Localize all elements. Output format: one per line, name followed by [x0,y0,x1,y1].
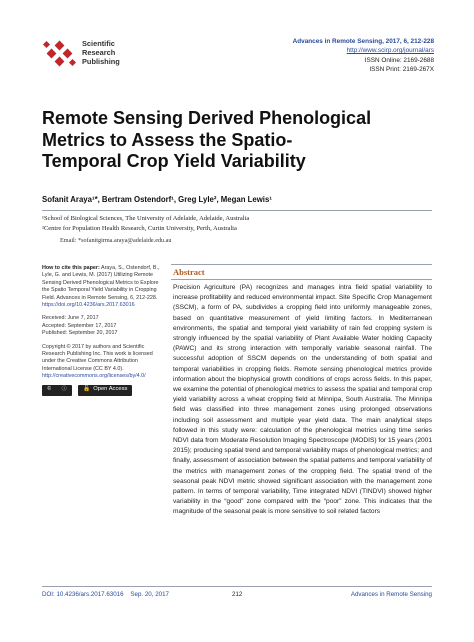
publisher-name [82,39,120,67]
footer-doi [42,591,169,598]
page-number: 212 [232,591,243,598]
cite-label: How to cite this paper: [42,265,100,271]
paper-title: Remote Sensing Derived Phenological Metrics to Assess the Spatio-Temporal Crop Yield Variability [42,108,372,171]
received-date: Received: June 7, 2017 [42,315,99,322]
abstract-heading: Abstract [173,267,205,277]
cite-doi-link[interactable]: https://doi.org/10.4236/ars.2017.63016 [42,302,135,309]
open-access-label: Open Access [93,386,128,393]
footer-date: Sep. 20, 2017 [130,591,169,598]
article-sidebar [42,265,164,402]
affiliation-2: ²Centre for Population Health Research, Curtin University, Perth, Australia [42,225,237,232]
affiliations [42,214,249,234]
copyright-text: Copyright © 2017 by authors and Scientific Research Publishing Inc. This work is licensed under the Creative Commons Attribution International License (CC BY 4.0). [42,343,153,372]
footer-divider [42,586,432,587]
publisher-logo [42,40,80,70]
journal-info [293,37,434,74]
abstract-header [171,264,432,280]
journal-citation: Advances in Remote Sensing, 2017, 6, 212-228 [292,38,434,45]
issn-print: ISSN Print: 2169-267X [369,65,434,73]
publisher-line-2: Research [82,48,116,58]
footer-journal: Advances in Remote Sensing [350,591,432,598]
issn-online: ISSN Online: 2169-2688 [364,56,434,64]
open-access-badge[interactable] [78,385,132,396]
open-lock-icon: 🔓 [83,386,91,393]
accepted-date: Accepted: September 17, 2017 [42,322,117,329]
publisher-line-1: Scientific [82,39,115,48]
divider [42,210,432,211]
author-list: Sofanit Araya¹*, Bertram Ostendorf¹, Greg Lyle², Megan Lewis¹ [42,195,272,204]
license-badges [42,385,164,396]
dates-block [42,315,164,337]
affiliation-1: ¹School of Biological Sciences, The University of Adelaide, Adelaide, Australia [42,215,250,222]
cc-by-icon[interactable]: © ⓘ [42,385,72,396]
journal-url-link[interactable]: http://www.scirp.org/journal/ars [346,47,434,55]
license-link[interactable]: http://creativecommons.org/licenses/by/4.0/ [42,373,146,380]
cite-text: Araya, S., Ostendorf, B., Lyle, G. and Lewis, M. (2017) Utilizing Remote Sensing Derived Phenological Metrics to Explore the Spatio Temporal Yield Variability in Cropping Field. Advances in Remote Sensing, 6, 212-228. [42,265,160,301]
publisher-line-3: Publishing [82,57,120,67]
published-date: Published: September 20, 2017 [42,330,118,337]
author-email: Email: *sofanitgirma.araya@adelaide.edu.au [60,237,172,244]
abstract-text: Precision Agriculture (PA) recognizes and manages intra field spatial variability to increase profitability and reduced environmental impact. Site Specific Crop Management (SSCM), a form of PA, subdivides a cropping field into uniformly manageable zones, based on quantitative measurement of yield limiting factors. In Mediterranean environments, the spatial and temporal yield variability of rain fed cropping system is strongly influenced by the spatial variability of Plant Available Water holding Capacity (PAWC) and its strong interaction with temporally variable seasonal rainfall. The successful adoption of SSCM depends on the understanding of both spatial and temporal variabilities in cropping fields. Remote sensing phenological metrics provide information about the biophysical growth conditions of crops across fields. In this paper, we examine the potential of phenological metrics to assess the spatial and temporal crop yield variability across a wheat cropping field at Minnipa, South Australia. The Minnipa field was classified into three management zones using prolonged observations including soil assessment and multiple year yield data. The main analytical steps followed in this study were: calculation of the phenological metrics using time series NDVI data from Moderate Resolution Imaging Spectroscope (MODIS) for 15 years (2001 2015); producing spatial trend and temporal variability maps of phenological metrics; and finally, assessment of association between the spatial patterns and temporal variability of the metrics with management zones of the cropping field. The spatial trend of the seasonal peak NDVI metric showed significant association with the management zone pattern. In terms of temporal variability, Time integrated NDVI (TINDVI) showed higher variability in the “good” zone compared with the “poor” zone. This indicates that the magnitude of the seasonal peak is more sensitive to soil related factors [173,284,432,516]
citation-block [42,265,164,309]
footer-doi-text[interactable]: DOI: 10.4236/ars.2017.63016 [42,591,124,598]
copyright-block [42,344,164,396]
